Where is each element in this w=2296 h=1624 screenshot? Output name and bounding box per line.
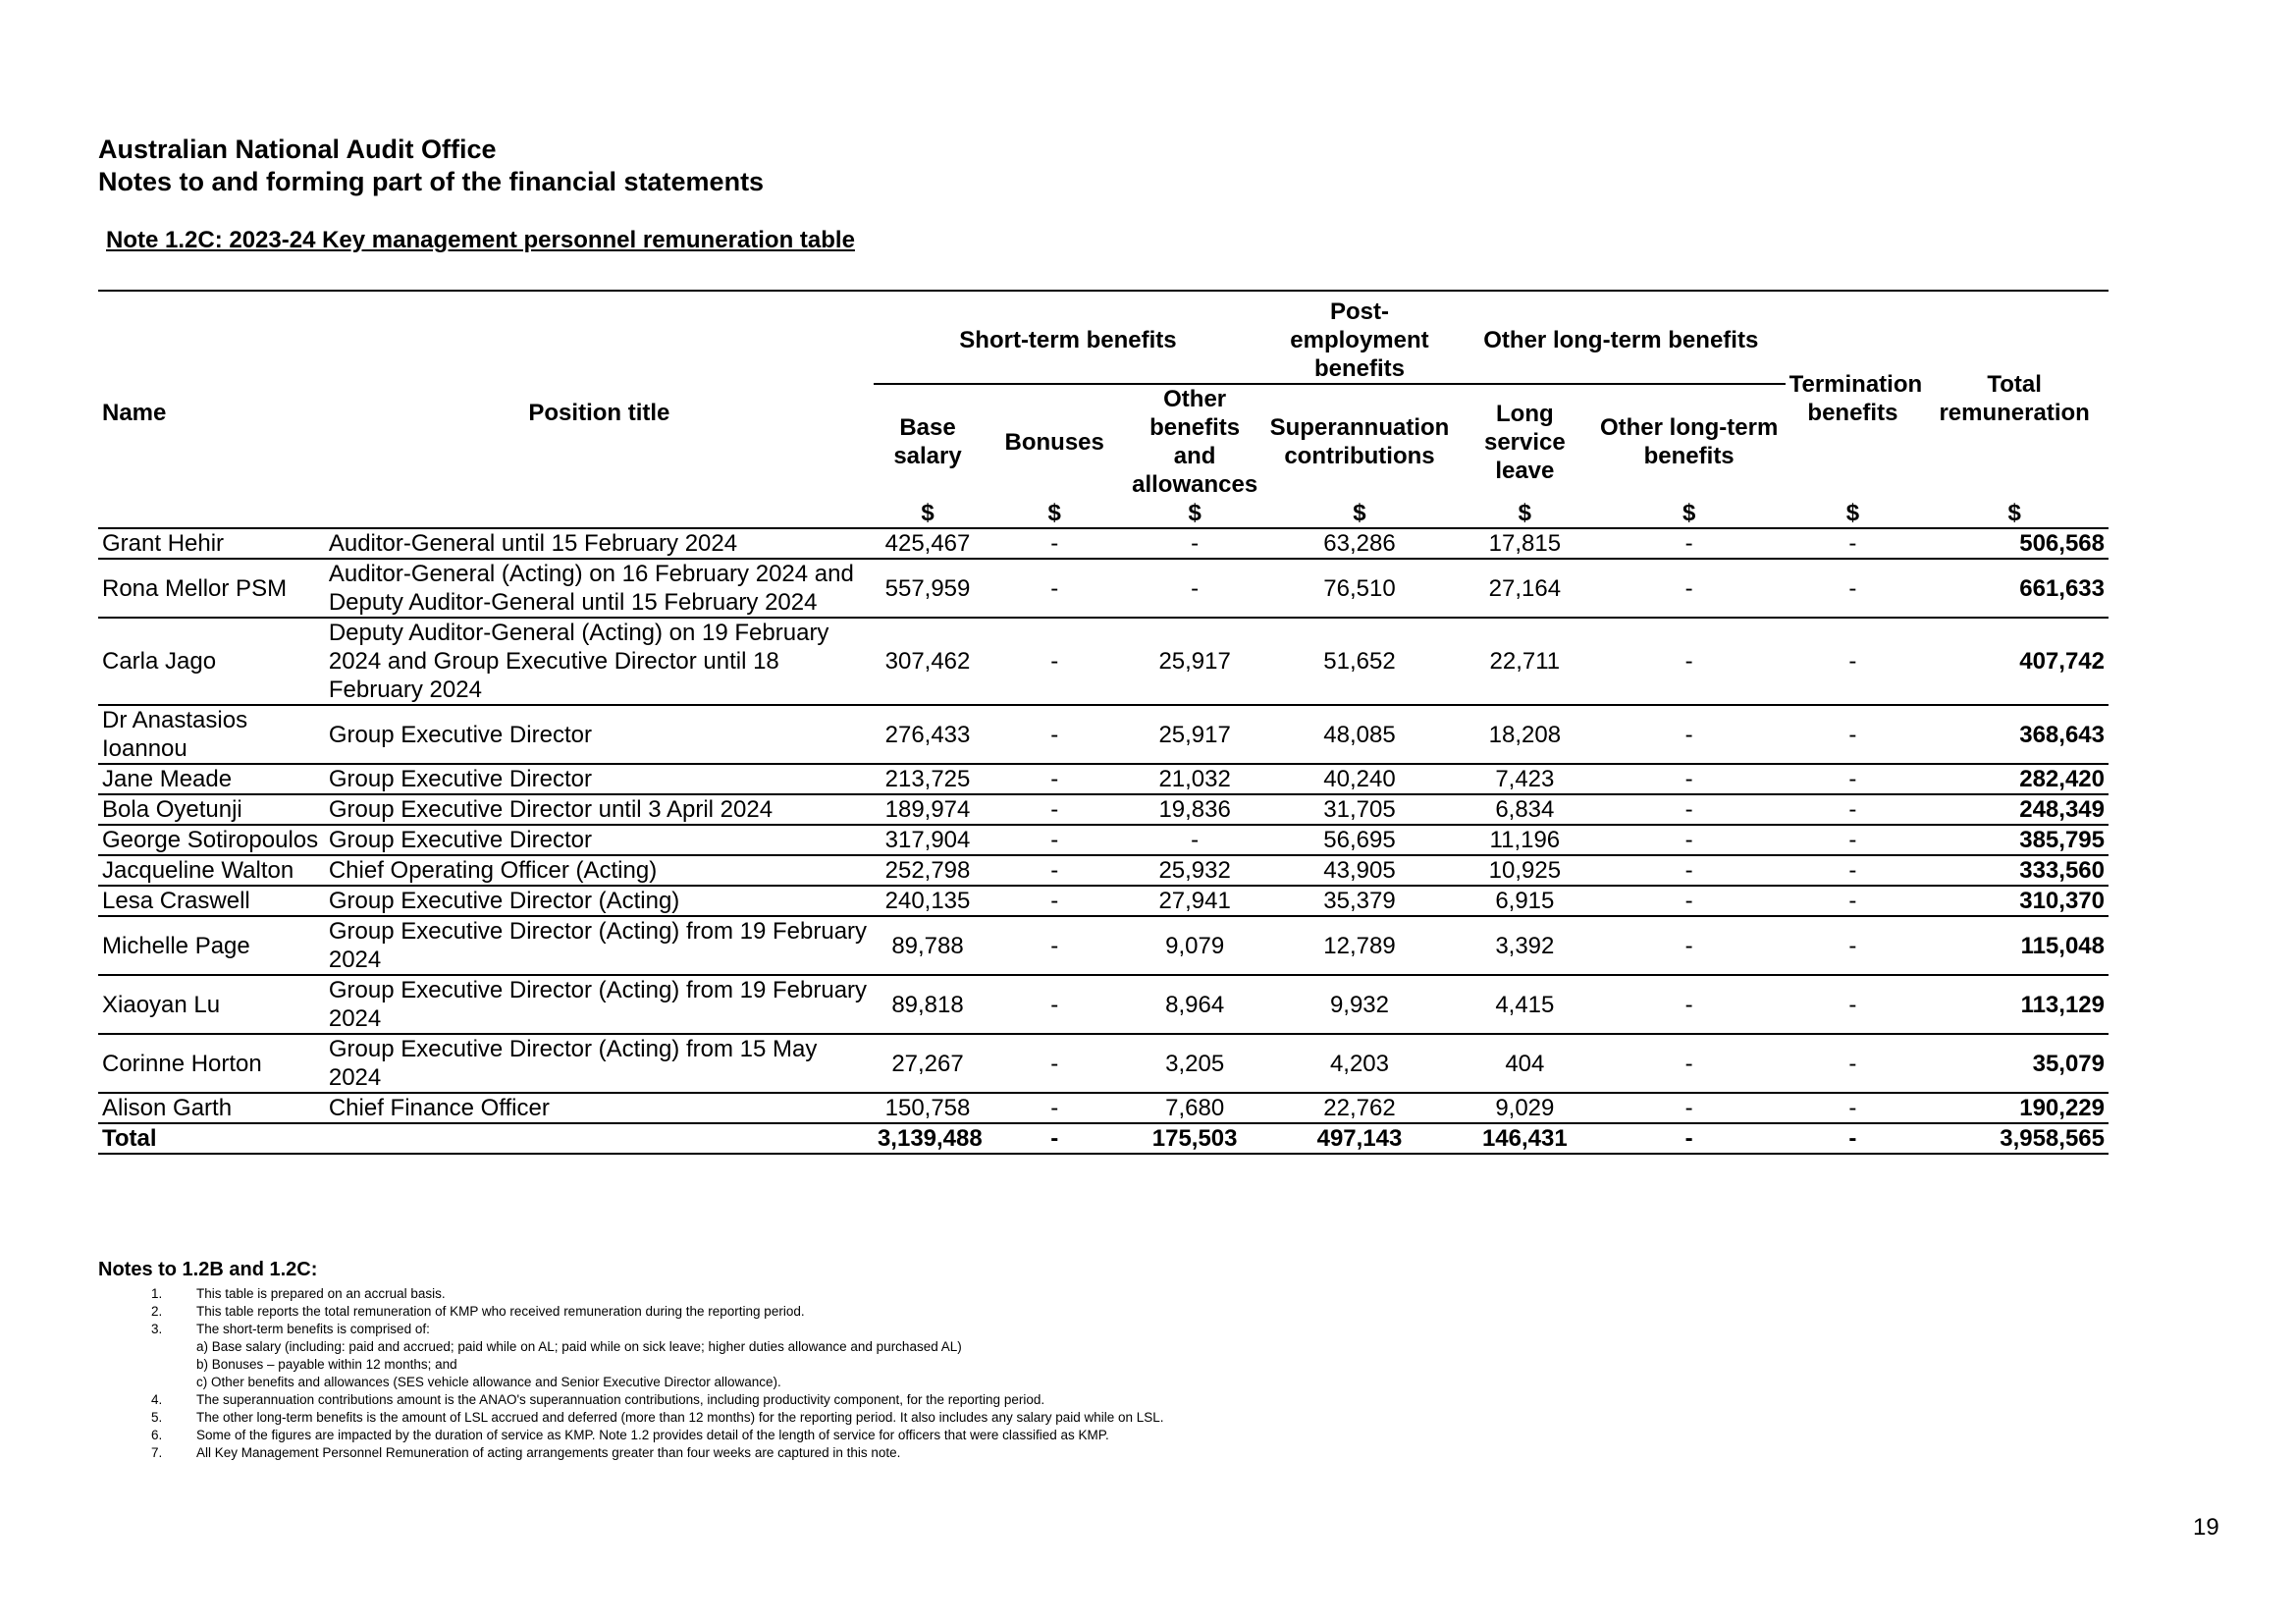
col-header-position: Position title xyxy=(528,399,670,426)
row-name: Carla Jago xyxy=(98,618,325,705)
row-position: Group Executive Director xyxy=(325,705,874,764)
notes-list-continued xyxy=(98,1391,1472,1462)
row-position: Group Executive Director (Acting) from 19 February 2024 xyxy=(325,916,874,975)
note-item xyxy=(98,1285,1472,1303)
row-other-benefits: 21,032 xyxy=(1127,764,1262,794)
row-superannuation: 48,085 xyxy=(1262,705,1457,764)
note-item xyxy=(98,1303,1472,1321)
row-total: 113,129 xyxy=(1920,975,2109,1034)
col-header-other-long-term: Other long-term benefits xyxy=(1599,414,1779,469)
total-superannuation: 497,143 xyxy=(1316,1125,1403,1152)
row-total: 282,420 xyxy=(1920,764,2109,794)
row-superannuation: 51,652 xyxy=(1262,618,1457,705)
row-name: Xiaoyan Lu xyxy=(98,975,325,1034)
row-superannuation: 76,510 xyxy=(1262,559,1457,618)
row-base-salary: 557,959 xyxy=(874,559,982,618)
table-total-row xyxy=(98,1123,2109,1154)
note-number: 6. xyxy=(151,1428,163,1442)
row-other-benefits: 8,964 xyxy=(1127,975,1262,1034)
col-header-termination: Termination benefits xyxy=(1789,370,1923,426)
row-bonuses: - xyxy=(982,705,1127,764)
row-total: 368,643 xyxy=(1920,705,2109,764)
note-number: 3. xyxy=(151,1322,163,1336)
row-bonuses: - xyxy=(982,1093,1127,1123)
row-termination: - xyxy=(1786,705,1921,764)
row-bonuses: - xyxy=(982,916,1127,975)
unit-superannuation: $ xyxy=(1353,500,1366,526)
row-base-salary: 425,467 xyxy=(874,528,982,559)
notes-list xyxy=(98,1285,1472,1338)
row-name: Corinne Horton xyxy=(98,1034,325,1093)
row-position: Group Executive Director xyxy=(325,764,874,794)
org-name: Australian National Audit Office xyxy=(98,135,497,164)
row-termination: - xyxy=(1786,825,1921,855)
row-superannuation: 22,762 xyxy=(1262,1093,1457,1123)
row-base-salary: 213,725 xyxy=(874,764,982,794)
row-bonuses: - xyxy=(982,559,1127,618)
row-termination: - xyxy=(1786,975,1921,1034)
notes-sub-list xyxy=(98,1338,1472,1391)
row-other-long-term: - xyxy=(1593,764,1786,794)
total-termination: - xyxy=(1848,1125,1857,1152)
row-other-long-term: - xyxy=(1593,618,1786,705)
unit-base-salary: $ xyxy=(921,500,934,526)
note-item xyxy=(98,1391,1472,1409)
row-other-long-term: - xyxy=(1593,559,1786,618)
total-remuneration: 3,958,565 xyxy=(2000,1125,2105,1152)
page-number: 19 xyxy=(2193,1514,2219,1541)
note-text: The superannuation contributions amount is the ANAO's superannuation contributions, including productivity component, for the reporting period. xyxy=(196,1392,1045,1407)
note-text: All Key Management Personnel Remuneration of acting arrangements greater than four weeks are captured in this note. xyxy=(196,1445,901,1460)
row-termination: - xyxy=(1786,855,1921,886)
row-long-service-leave: 27,164 xyxy=(1457,559,1593,618)
row-termination: - xyxy=(1786,794,1921,825)
note-item xyxy=(98,1427,1472,1444)
row-position: Group Executive Director (Acting) xyxy=(325,886,874,916)
row-superannuation: 9,932 xyxy=(1262,975,1457,1034)
row-superannuation: 35,379 xyxy=(1262,886,1457,916)
unit-other-benefits: $ xyxy=(1188,500,1201,526)
row-other-benefits: 7,680 xyxy=(1127,1093,1262,1123)
row-long-service-leave: 3,392 xyxy=(1457,916,1593,975)
row-termination: - xyxy=(1786,764,1921,794)
row-total: 190,229 xyxy=(1920,1093,2109,1123)
table-row xyxy=(98,764,2109,794)
row-long-service-leave: 9,029 xyxy=(1457,1093,1593,1123)
row-name: Michelle Page xyxy=(98,916,325,975)
table-row xyxy=(98,975,2109,1034)
row-name: Lesa Craswell xyxy=(98,886,325,916)
row-total: 115,048 xyxy=(1920,916,2109,975)
row-long-service-leave: 17,815 xyxy=(1457,528,1593,559)
table-row xyxy=(98,705,2109,764)
total-long-service-leave: 146,431 xyxy=(1481,1125,1568,1152)
row-name: Jacqueline Walton xyxy=(98,855,325,886)
row-other-long-term: - xyxy=(1593,705,1786,764)
col-header-long-service-leave: Long service leave xyxy=(1483,400,1566,484)
table-row xyxy=(98,855,2109,886)
row-long-service-leave: 18,208 xyxy=(1457,705,1593,764)
row-other-benefits: - xyxy=(1127,528,1262,559)
row-name: George Sotiropoulos xyxy=(98,825,325,855)
row-termination: - xyxy=(1786,1093,1921,1123)
row-termination: - xyxy=(1786,528,1921,559)
group-header-other-long-term: Other long-term benefits xyxy=(1457,298,1786,384)
row-name: Bola Oyetunji xyxy=(98,794,325,825)
row-superannuation: 43,905 xyxy=(1262,855,1457,886)
row-other-long-term: - xyxy=(1593,825,1786,855)
row-other-benefits: 9,079 xyxy=(1127,916,1262,975)
note-number: 5. xyxy=(151,1410,163,1425)
table-row xyxy=(98,916,2109,975)
row-other-long-term: - xyxy=(1593,794,1786,825)
notes-heading: Notes to 1.2B and 1.2C: xyxy=(98,1259,318,1280)
row-position: Group Executive Director (Acting) from 19 February 2024 xyxy=(325,975,874,1034)
row-total: 333,560 xyxy=(1920,855,2109,886)
row-long-service-leave: 4,415 xyxy=(1457,975,1593,1034)
row-position: Group Executive Director until 3 April 2024 xyxy=(325,794,874,825)
total-bonuses: - xyxy=(1050,1125,1059,1152)
row-name: Grant Hehir xyxy=(98,528,325,559)
row-long-service-leave: 7,423 xyxy=(1457,764,1593,794)
row-long-service-leave: 404 xyxy=(1457,1034,1593,1093)
row-total: 506,568 xyxy=(1920,528,2109,559)
row-superannuation: 4,203 xyxy=(1262,1034,1457,1093)
note-number: 2. xyxy=(151,1304,163,1319)
row-other-long-term: - xyxy=(1593,528,1786,559)
row-bonuses: - xyxy=(982,825,1127,855)
row-position: Deputy Auditor-General (Acting) on 19 February 2024 and Group Executive Director until 18 February 2024 xyxy=(325,618,874,705)
row-other-long-term: - xyxy=(1593,855,1786,886)
row-long-service-leave: 11,196 xyxy=(1457,825,1593,855)
row-other-benefits: 3,205 xyxy=(1127,1034,1262,1093)
row-position: Chief Operating Officer (Acting) xyxy=(325,855,874,886)
row-base-salary: 307,462 xyxy=(874,618,982,705)
row-termination: - xyxy=(1786,1034,1921,1093)
row-position: Auditor-General until 15 February 2024 xyxy=(325,528,874,559)
note-number: 1. xyxy=(151,1286,163,1301)
statement-subtitle: Notes to and forming part of the financial statements xyxy=(98,167,765,196)
row-position: Chief Finance Officer xyxy=(325,1093,874,1123)
row-other-long-term: - xyxy=(1593,886,1786,916)
row-base-salary: 252,798 xyxy=(874,855,982,886)
row-total: 385,795 xyxy=(1920,825,2109,855)
row-total: 310,370 xyxy=(1920,886,2109,916)
row-other-long-term: - xyxy=(1593,975,1786,1034)
row-other-long-term: - xyxy=(1593,1093,1786,1123)
row-superannuation: 12,789 xyxy=(1262,916,1457,975)
row-total: 661,633 xyxy=(1920,559,2109,618)
row-bonuses: - xyxy=(982,618,1127,705)
row-bonuses: - xyxy=(982,794,1127,825)
total-other-long-term: - xyxy=(1684,1125,1693,1152)
col-header-base-salary: Base salary xyxy=(893,414,962,469)
document-header xyxy=(98,134,764,198)
row-base-salary: 89,818 xyxy=(874,975,982,1034)
row-termination: - xyxy=(1786,559,1921,618)
note-title: Note 1.2C: 2023-24 Key management personnel remuneration table xyxy=(106,227,855,253)
table-row xyxy=(98,559,2109,618)
kmp-remuneration-table xyxy=(98,290,2109,1155)
note-text: The short-term benefits is comprised of: xyxy=(196,1322,430,1336)
note-number: 7. xyxy=(151,1445,163,1460)
row-name: Alison Garth xyxy=(98,1093,325,1123)
table-row xyxy=(98,618,2109,705)
unit-long-service-leave: $ xyxy=(1518,500,1532,526)
row-other-benefits: - xyxy=(1127,559,1262,618)
row-position: Group Executive Director (Acting) from 15 May 2024 xyxy=(325,1034,874,1093)
row-total: 248,349 xyxy=(1920,794,2109,825)
note-number: 4. xyxy=(151,1392,163,1407)
unit-total: $ xyxy=(2007,500,2021,526)
row-other-long-term: - xyxy=(1593,1034,1786,1093)
row-base-salary: 150,758 xyxy=(874,1093,982,1123)
row-long-service-leave: 10,925 xyxy=(1457,855,1593,886)
row-position: Auditor-General (Acting) on 16 February 2024 and Deputy Auditor-General until 15 February 2024 xyxy=(325,559,874,618)
row-other-benefits: - xyxy=(1127,825,1262,855)
table-row xyxy=(98,1093,2109,1123)
total-label: Total xyxy=(102,1125,157,1152)
row-superannuation: 31,705 xyxy=(1262,794,1457,825)
row-termination: - xyxy=(1786,916,1921,975)
row-other-benefits: 19,836 xyxy=(1127,794,1262,825)
unit-bonuses: $ xyxy=(1047,500,1061,526)
row-bonuses: - xyxy=(982,764,1127,794)
row-base-salary: 240,135 xyxy=(874,886,982,916)
col-header-total: Total remuneration xyxy=(1939,370,2090,426)
row-long-service-leave: 6,915 xyxy=(1457,886,1593,916)
row-superannuation: 40,240 xyxy=(1262,764,1457,794)
row-position: Group Executive Director xyxy=(325,825,874,855)
col-header-name: Name xyxy=(102,399,167,426)
unit-termination: $ xyxy=(1845,500,1860,526)
row-superannuation: 63,286 xyxy=(1262,528,1457,559)
total-other-benefits: 175,503 xyxy=(1151,1125,1238,1152)
row-name: Rona Mellor PSM xyxy=(98,559,325,618)
row-other-benefits: 25,932 xyxy=(1127,855,1262,886)
table-row xyxy=(98,1034,2109,1093)
note-item xyxy=(98,1444,1472,1462)
row-bonuses: - xyxy=(982,855,1127,886)
row-termination: - xyxy=(1786,618,1921,705)
col-header-bonuses: Bonuses xyxy=(1004,428,1104,456)
col-header-superannuation: Superannuation contributions xyxy=(1269,414,1450,469)
row-other-benefits: 27,941 xyxy=(1127,886,1262,916)
row-base-salary: 276,433 xyxy=(874,705,982,764)
group-header-post-employment: Post-employment benefits xyxy=(1262,298,1457,384)
note-sub-item: a) Base salary (including: paid and accrued; paid while on AL; paid while on sick leave; higher duties allowance and purchased AL) xyxy=(196,1339,962,1354)
note-sub-item: b) Bonuses – payable within 12 months; and xyxy=(196,1357,457,1372)
row-base-salary: 27,267 xyxy=(874,1034,982,1093)
row-termination: - xyxy=(1786,886,1921,916)
notes-section xyxy=(98,1259,1472,1462)
unit-other-long-term: $ xyxy=(1682,500,1696,526)
table-row xyxy=(98,528,2109,559)
row-other-long-term: - xyxy=(1593,916,1786,975)
table-body xyxy=(98,528,2109,1123)
row-total: 407,742 xyxy=(1920,618,2109,705)
row-name: Jane Meade xyxy=(98,764,325,794)
table-row xyxy=(98,794,2109,825)
note-text: The other long-term benefits is the amount of LSL accrued and deferred (more than 12 months) for the reporting period. It also includes any salary paid while on LSL. xyxy=(196,1410,1164,1425)
note-text: Some of the figures are impacted by the duration of service as KMP. Note 1.2 provides detail of the length of service for officers that were classified as KMP. xyxy=(196,1428,1109,1442)
row-total: 35,079 xyxy=(1920,1034,2109,1093)
total-base-salary: 3,139,488 xyxy=(877,1125,983,1152)
row-bonuses: - xyxy=(982,1034,1127,1093)
row-bonuses: - xyxy=(982,886,1127,916)
note-item xyxy=(98,1409,1472,1427)
note-item xyxy=(98,1321,1472,1338)
table-row xyxy=(98,825,2109,855)
row-base-salary: 317,904 xyxy=(874,825,982,855)
col-header-other-benefits: Other benefits and allowances xyxy=(1132,386,1258,498)
row-long-service-leave: 6,834 xyxy=(1457,794,1593,825)
row-other-benefits: 25,917 xyxy=(1127,705,1262,764)
note-text: This table reports the total remuneration of KMP who received remuneration during the reporting period. xyxy=(196,1304,805,1319)
table-row xyxy=(98,886,2109,916)
note-text: This table is prepared on an accrual basis. xyxy=(196,1286,446,1301)
note-sub-item: c) Other benefits and allowances (SES vehicle allowance and Senior Executive Director allowance). xyxy=(196,1375,781,1389)
group-header-short-term: Short-term benefits xyxy=(874,298,1262,384)
row-base-salary: 189,974 xyxy=(874,794,982,825)
row-name: Dr Anastasios Ioannou xyxy=(98,705,325,764)
row-long-service-leave: 22,711 xyxy=(1457,618,1593,705)
row-bonuses: - xyxy=(982,975,1127,1034)
row-bonuses: - xyxy=(982,528,1127,559)
row-superannuation: 56,695 xyxy=(1262,825,1457,855)
row-base-salary: 89,788 xyxy=(874,916,982,975)
row-other-benefits: 25,917 xyxy=(1127,618,1262,705)
